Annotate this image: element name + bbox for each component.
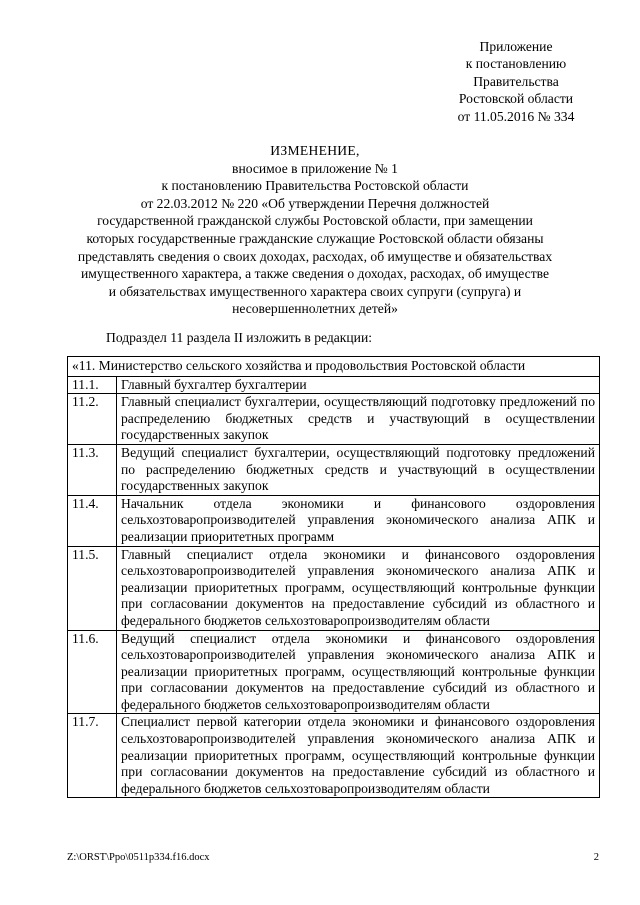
appendix-line: Ростовской области xyxy=(458,91,574,107)
positions-table xyxy=(67,356,600,798)
row-text: Начальник отдела экономики и финансового оздоровления сельхозтоваропроизводителей управления экономического анализа АПК и реализации приоритетных программ xyxy=(117,495,600,546)
appendix-line: Приложение xyxy=(479,39,553,54)
row-number: 11.5. xyxy=(68,546,117,630)
table-row xyxy=(68,376,600,394)
row-text: Специалист первой категории отдела экономики и финансового оздоровления сельхозтоваропроизводителей управления экономического анализа АПК и реализации приоритетных программ, осуществляющий контрольные функции при согласовании документов на предоставление субсидий из областного и федерального бюджетов сельхозтоваропроизводителям области xyxy=(117,714,600,798)
row-number: 11.7. xyxy=(68,714,117,798)
table-row xyxy=(68,714,600,798)
row-number: 11.3. xyxy=(68,444,117,495)
table-row xyxy=(68,444,600,495)
row-text: Ведущий специалист отдела экономики и финансового оздоровления сельхозтоваропроизводителей управления экономического анализа АПК и реализации приоритетных программ, осуществляющий контрольные функции при согласовании документов на предоставление субсидий из областного и федерального бюджетов сельхозтоваропроизводителям области xyxy=(117,630,600,714)
table-header-cell: «11. Министерство сельского хозяйства и продовольствия Ростовской области xyxy=(68,357,600,377)
heading-line: государственной гражданской службы Ростовской области, при замещении xyxy=(97,213,533,229)
heading-line: к постановлению Правительства Ростовской области xyxy=(161,178,469,194)
table-header-row xyxy=(68,357,600,377)
heading-line: вносимое в приложение № 1 xyxy=(232,160,398,176)
row-number: 11.6. xyxy=(68,630,117,714)
appendix-line: к постановлению xyxy=(465,56,567,72)
heading-line: от 22.03.2012 № 220 «Об утверждении Перечня должностей xyxy=(140,195,490,211)
heading-line: которых государственные гражданские служащие Ростовской области обязаны xyxy=(86,230,544,246)
file-path-footer: Z:\ORST\Ppo\0511p334.f16.docx xyxy=(67,852,210,863)
row-text: Главный специалист бухгалтерии, осуществляющий подготовку предложений по распределению бюджетных средств и участвующий в осуществлении государственных закупок xyxy=(117,394,600,445)
page-number: 2 xyxy=(593,852,599,863)
heading-line: представлять сведения о своих доходах, расходах, об имуществе и обязательствах xyxy=(77,248,553,264)
heading-line: несовершеннолетних детей» xyxy=(232,301,398,317)
appendix-stamp xyxy=(381,38,591,125)
heading-line: имущественного характера, а также сведения о доходах, расходах, об имуществе xyxy=(80,266,550,282)
row-number: 11.2. xyxy=(68,394,117,445)
heading-line: и обязательствах имущественного характера своих супруги (супруга) и xyxy=(108,283,522,299)
document-heading xyxy=(60,142,570,318)
row-text: Главный бухгалтер бухгалтерии xyxy=(117,376,600,394)
row-number: 11.1. xyxy=(68,376,117,394)
row-number: 11.4. xyxy=(68,495,117,546)
table-row xyxy=(68,546,600,630)
row-text: Главный специалист отдела экономики и финансового оздоровления сельхозтоваропроизводителей управления экономического анализа АПК и реализации приоритетных программ, осуществляющий контрольные функции при согласовании документов на предоставление субсидий из областного и федерального бюджетов сельхозтоваропроизводителям области xyxy=(117,546,600,630)
appendix-line: Правительства xyxy=(473,73,559,89)
document-title: ИЗМЕНЕНИЕ, xyxy=(270,143,360,158)
table-row xyxy=(68,495,600,546)
table-row xyxy=(68,630,600,714)
table-row xyxy=(68,394,600,445)
intro-paragraph: Подраздел 11 раздела II изложить в редакции: xyxy=(106,330,372,345)
row-text: Ведущий специалист бухгалтерии, осуществляющий подготовку предложений по распределению бюджетных средств и участвующий в осуществлении государственных закупок xyxy=(117,444,600,495)
appendix-line: от 11.05.2016 № 334 xyxy=(457,108,575,124)
